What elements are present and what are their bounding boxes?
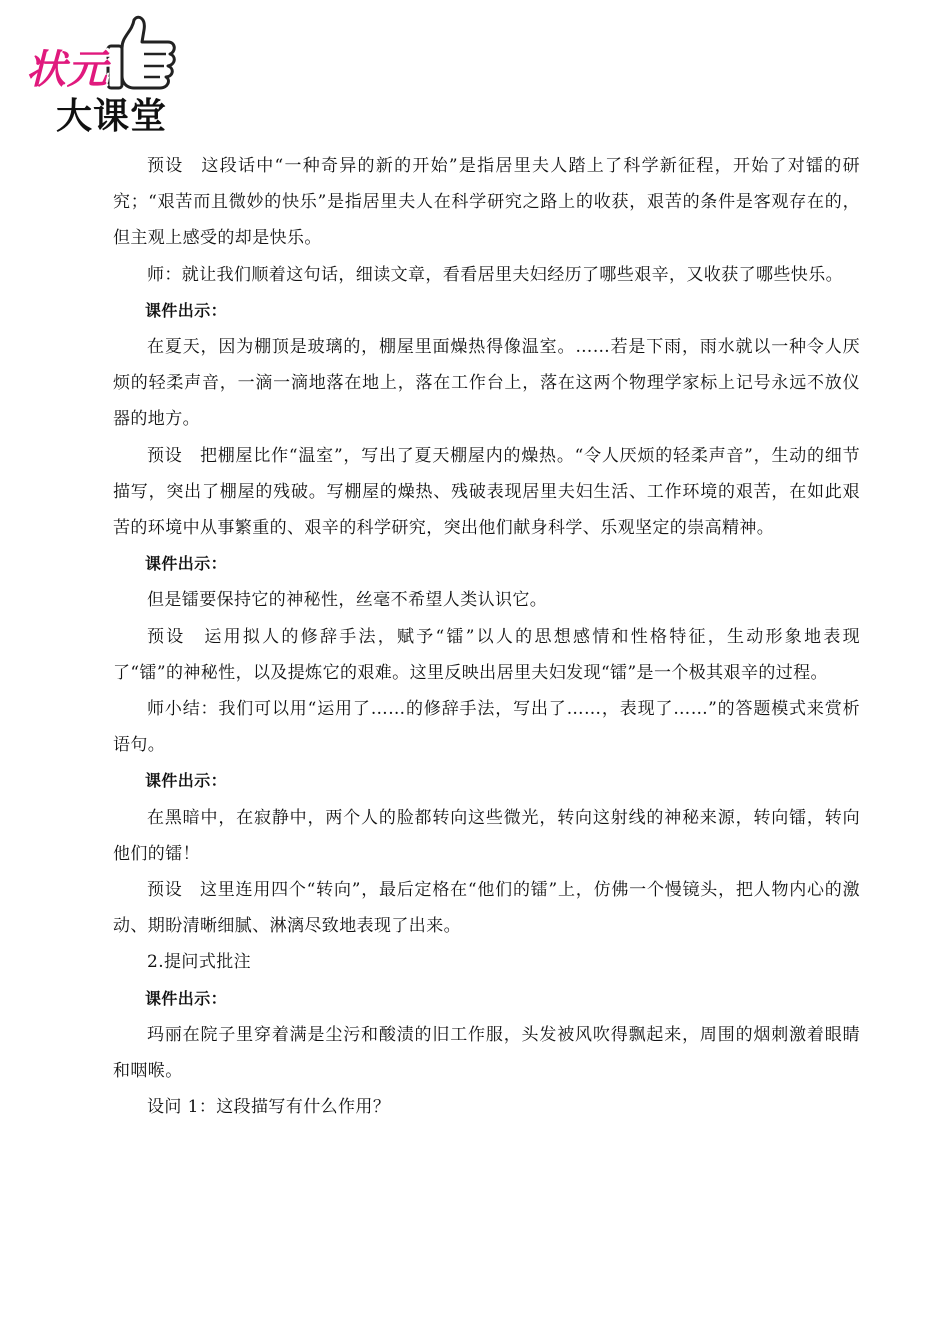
paragraph-text: 在黑暗中，在寂静中，两个人的脸都转向这些微光，转向这射线的神秘来源，转向镭，转向他们的镭！: [113, 807, 860, 864]
section-heading: 课件出示：: [145, 554, 228, 574]
paragraph-text: 师小结：我们可以用“运用了……的修辞手法，写出了……，表现了……”的答题模式来赏析语句。: [113, 699, 860, 756]
paragraph: [113, 1089, 860, 1125]
paragraph-text: 玛丽在院子里穿着满是尘污和酸渍的旧工作服，头发被风吹得飘起来，周围的烟刺激着眼睛和咽喉。: [113, 1024, 860, 1082]
paragraph: [113, 944, 860, 980]
logo: [18, 12, 193, 137]
paragraph: [113, 329, 860, 438]
paragraph-text: 在夏天，因为棚顶是玻璃的，棚屋里面燥热得像温室。……若是下雨，雨水就以一种令人厌烦的轻柔声音，一滴一滴地落在地上，落在工作台上，落在这两个物理学家标上记号永远不放仪器的地方。: [113, 337, 860, 430]
logo-text-bottom: 大课堂: [56, 96, 168, 137]
paragraph: [113, 148, 860, 257]
paragraph-label: 预设: [147, 156, 184, 176]
paragraph-text: 师：就让我们顺着这句话，细读文章，看看居里夫妇经历了哪些艰辛，又收获了哪些快乐。: [147, 264, 843, 285]
paragraph: [113, 800, 860, 872]
paragraph: [113, 438, 860, 547]
paragraph-text: 但是镭要保持它的神秘性，丝毫不希望人类认识它。: [147, 590, 548, 611]
paragraph-label: 预设: [147, 880, 183, 901]
paragraph: [113, 619, 860, 691]
paragraph: [113, 582, 860, 618]
document-body: [113, 148, 860, 1125]
paragraph-text: 把棚屋比作“温室”，写出了夏天棚屋内的燥热。“令人厌烦的轻柔声音”，生动的细节描写，突出了棚屋的残破。写棚屋的燥热、残破表现居里夫妇生活、工作环境的艰苦，在如此艰苦的环境中从事繁重的、艰辛的科学研究，突出他们献身科学、乐观坚定的崇高精神。: [113, 445, 860, 539]
section-heading: 课件出示：: [145, 300, 228, 320]
paragraph-label: 预设: [147, 626, 186, 647]
paragraph-text: 设问 1：这段描写有什么作用？: [147, 1097, 391, 1118]
paragraph-text: 这段话中“一种奇异的新的开始”是指居里夫人踏上了科学新征程，开始了对镭的研究；“艰苦而且微妙的快乐”是指居里夫人在科学研究之路上的收获，艰苦的条件是客观存在的，但主观上感受的却是快乐。: [113, 156, 860, 249]
paragraph: [113, 1017, 860, 1089]
logo-text-top: 状元: [26, 47, 108, 93]
paragraph-text: 2.提问式批注: [147, 952, 252, 973]
paragraph: [113, 257, 860, 293]
section-heading: 课件出示：: [145, 771, 228, 791]
section-heading: 课件出示：: [145, 988, 228, 1008]
thumbs-up-icon: [104, 14, 184, 92]
paragraph: [113, 872, 860, 944]
paragraph-text: 运用拟人的修辞手法，赋予“镭”以人的思想感情和性格特征，生动形象地表现了“镭”的神秘性，以及提炼它的艰难。这里反映出居里夫妇发现“镭”是一个极其艰辛的过程。: [113, 626, 860, 683]
paragraph-label: 预设: [147, 445, 183, 466]
paragraph: [113, 691, 860, 763]
paragraph-text: 这里连用四个“转向”，最后定格在“他们的镭”上，仿佛一个慢镜头，把人物内心的激动、期盼清晰细腻、淋漓尽致地表现了出来。: [113, 880, 860, 937]
